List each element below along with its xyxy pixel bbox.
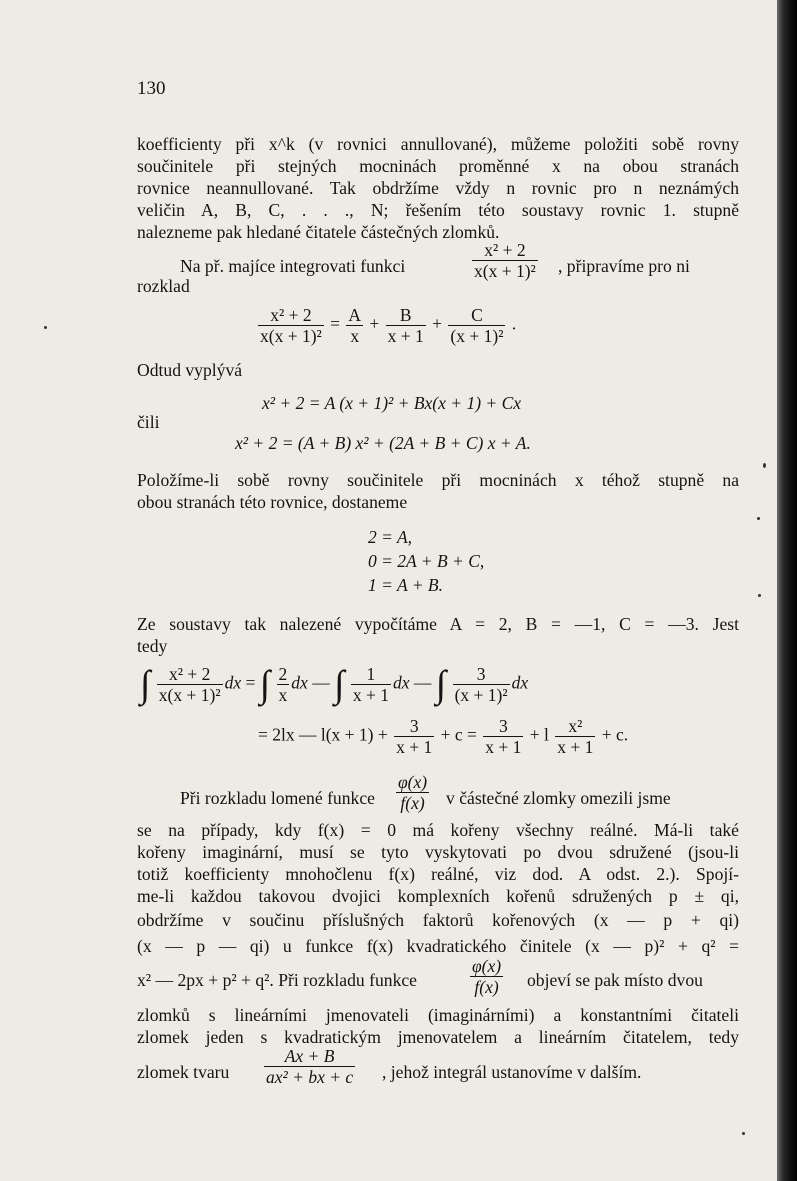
text-line: zlomek tvaru [137,1062,230,1082]
text-line: zlomek jeden s kvadratickým jmenovatelem a lineárním čitatelem, tedy [137,1027,739,1047]
print-speck [44,326,47,329]
text-line: veličin A, B, C, . . ., N; řešením této soustavy rovnic 1. stupně [137,200,739,220]
text-line: x² — 2px + p² + q². Při rozkladu funkce [137,970,417,990]
print-speck [763,463,766,468]
text-line: , jehož integrál ustanovíme v dalším. [382,1062,642,1082]
phi-fraction: $\frac{\varphi(x)}{f(x)}$ [398,772,428,813]
equation-1: x² + 2 = A (x + 1)² + Bx(x + 1) + Cx [262,393,522,413]
system-eq: 0 = 2A + B + C, [368,551,485,571]
text-line: nalezneme pak hledané čitatele částečných zlomků. [137,222,500,242]
equation-2: x² + 2 = (A + B) x² + (2A + B + C) x + A. [235,433,531,453]
system-eq: 2 = A, [368,527,413,547]
text-line: se na případy, kdy f(x) = 0 má kořeny všechny reálné. Má-li také [137,820,739,840]
text-line: totiž koefficienty mnohočlenu f(x) reálné, viz dod. A odst. 2.). Spojí- [137,864,739,884]
integral-equation-2: = 2lx — l(x + 1) + $\frac{3}{x + 1}$ + c = $\frac{3}{x + 1}$ + l $\frac{\text{x²}}{x + 1}$ + c. [258,716,629,757]
text-line: koefficienty při x^k (v rovnici annullované), můžeme položiti sobě rovny [137,134,739,154]
print-speck [758,594,761,597]
text-line: v částečné zlomky omezili jsme [446,788,671,808]
text-line: obou stranách této rovnice, dostaneme [137,492,408,512]
print-speck [742,1132,745,1135]
example-text: Na př. majíce integrovati funkci [180,256,406,276]
text-line: čili [137,412,160,432]
text-line: zlomků s lineárními jmenovateli (imaginárními) a konstantními čitateli [137,1005,739,1025]
print-speck [757,517,760,520]
text-line: součinitele při stejných mocninách proměnné x na obou stranách [137,156,739,176]
page-number: 130 [137,78,166,99]
example-text-2: rozklad [137,276,190,296]
page-edge-shadow [777,0,797,1181]
text-line: Položíme-li sobě rovny součinitele při mocninách x téhož stupně na [137,470,739,490]
text-line: me-li každou takovou dvojici komplexních kořenů sdružených p ± qi, [137,886,739,906]
text-line: Odtud vyplývá [137,360,243,380]
phi-fraction-2: $\frac{\varphi(x)}{f(x)}$ [472,956,502,997]
text-line: Při rozkladu lomené funkce [180,788,375,808]
text-line: obdržíme v součinu příslušných faktorů kořenových (x — p + qi) [137,910,739,930]
final-fraction: $\frac{Ax + B}{\text{ax² + bx + c}}$ [266,1046,354,1087]
system-eq: 1 = A + B. [368,575,443,595]
text-line: (x — p — qi) u funkce f(x) kvadratického činitele (x — p)² + q² = [137,936,739,956]
example-tail: , připravíme pro ni [558,256,690,276]
text-line: kořeny imaginární, musí se tyto vyskytovati po dvou sdružené (jsou-li [137,842,739,862]
example-fraction: $\frac{\text{x² + 2}}{\text{x(x + 1)²}}$ [474,240,536,281]
text-line: rovnice neannullované. Tak obdržíme vždy n rovnic pro n neznámých [137,178,739,198]
integral-equation-1: ∫ $\frac{\text{x² + 2}}{\text{x(x + 1)²}}$ dx = ∫ $\frac{2}{x}$ dx — ∫ $\frac{1}{x + 1}$ dx — ∫ $\frac{3}{\text{(x + 1)²}}$ dx [140,663,529,706]
decomposition-equation: $\frac{\text{x² + 2}}{\text{x(x + 1)²}}$ = $\frac{A}{x}$ + $\frac{B}{x + 1}$ + $\frac{C}{\text{(x + 1)²}}$ . [260,305,517,346]
text-line: Ze soustavy tak nalezené vypočítáme A = 2, B = —1, C = —3. Jest [137,614,739,634]
text-line: objeví se pak místo dvou [527,970,703,990]
text-line: tedy [137,636,168,656]
